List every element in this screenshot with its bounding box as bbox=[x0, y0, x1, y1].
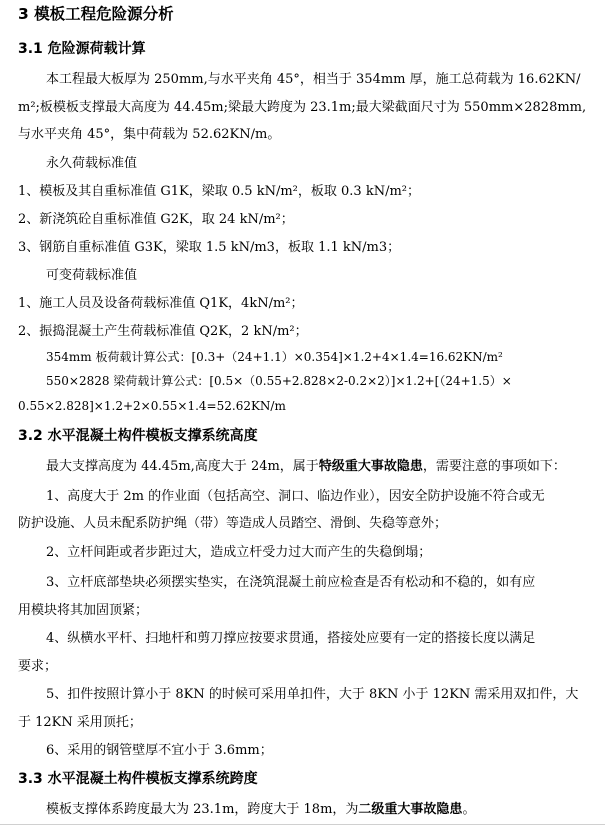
para-3-2-intro bbox=[46, 459, 566, 475]
permanent-load-item-3: 3、钢筋自重标准值 G3K，梁取 1.5 kN/m3，板取 1.1 kN/m3； bbox=[18, 240, 401, 255]
para-3-3 bbox=[46, 802, 475, 818]
formula-slab: 354mm 板荷载计算公式：[0.3+（24+1.1）×0.354]×1.2+4×1.4=16.62KN/m² bbox=[46, 350, 503, 364]
heading-3-1: 3.1 危险源荷载计算 bbox=[18, 41, 146, 57]
item-5-line2: 于 12KN 采用顶托； bbox=[18, 715, 142, 730]
item-5-line1: 5、扣件按照计算小于 8KN 的时候可采用单扣件，大于 8KN 小于 12KN 需采用双扣件，大 bbox=[46, 687, 579, 702]
second-level-hazard-emphasis: 二级重大事故隐患 bbox=[358, 802, 463, 817]
variable-load-item-1: 1、施工人员及设备荷载标准值 Q1K，4kN/m²； bbox=[18, 296, 304, 311]
item-6: 6、采用的钢管壁厚不宜小于 3.6mm； bbox=[46, 743, 273, 758]
item-4-line1: 4、纵横水平杆、扫地杆和剪刀撑应按要求贯通，搭接处应要有一定的搭接长度以满足 bbox=[46, 631, 536, 646]
para-3-1-line1: 本工程最大板厚为 250mm,与水平夹角 45°，相当于 354mm 厚，施工总荷载为 16.62KN/ bbox=[46, 72, 581, 87]
heading-3-3: 3.3 水平混凝土构件模板支撑系统跨度 bbox=[18, 771, 258, 787]
item-4-line2: 要求； bbox=[18, 659, 58, 674]
section-title: 3 模板工程危险源分析 bbox=[18, 5, 174, 23]
page-bottom-divider bbox=[0, 824, 605, 825]
heading-3-2: 3.2 水平混凝土构件模板支撑系统高度 bbox=[18, 428, 258, 444]
formula-beam-line1: 550×2828 梁荷载计算公式：[0.5×（0.55+2.828×2-0.2×2）]×1.2+[（24+1.5）× bbox=[46, 374, 512, 388]
item-3-line1: 3、立杆底部垫块必须摆实垫实，在浇筑混凝土前应检查是否有松动和不稳的，如有应 bbox=[46, 575, 536, 590]
formula-beam-line2: 0.55×2.828]×1.2+2×0.55×1.4=52.62KN/m bbox=[18, 399, 286, 413]
para-3-3-text: 模板支撑体系跨度最大为 23.1m，跨度大于 18m，为 bbox=[46, 802, 359, 817]
para-3-1-line3: 与水平夹角 45°，集中荷载为 52.62KN/m。 bbox=[18, 127, 281, 142]
para-3-2-intro-tail: ，需要注意的事项如下： bbox=[422, 459, 566, 474]
permanent-load-item-1: 1、模板及其自重标准值 G1K，梁取 0.5 kN/m²，板取 0.3 kN/m²； bbox=[18, 184, 420, 199]
para-3-1-line2: m²;板模板支撑最大高度为 44.45m;梁最大跨度为 23.1m;最大梁截面尺寸为 550mm×2828mm, bbox=[18, 100, 587, 115]
item-1-line2: 防护设施、人员未配系防护绳（带）等造成人员踏空、滑倒、失稳等意外； bbox=[18, 516, 448, 531]
item-2: 2、立杆间距或者步距过大，造成立杆受力过大而产生的失稳倒塌； bbox=[46, 545, 432, 560]
permanent-load-item-2: 2、新浇筑砼自重标准值 G2K，取 24 kN/m²； bbox=[18, 212, 294, 227]
variable-load-title: 可变荷载标准值 bbox=[46, 268, 138, 283]
item-1-line1: 1、高度大于 2m 的作业面（包括高空、洞口、临边作业），因安全防护设施不符合或无 bbox=[46, 489, 545, 504]
item-3-line2: 用模块将其加固顶紧； bbox=[18, 603, 149, 618]
special-hazard-emphasis: 特级重大事故隐患 bbox=[318, 459, 423, 474]
para-3-2-intro-text: 最大支撑高度为 44.45m,高度大于 24m，属于 bbox=[46, 459, 319, 474]
permanent-load-title: 永久荷载标准值 bbox=[46, 156, 138, 171]
variable-load-item-2: 2、振捣混凝土产生荷载标准值 Q2K，2 kN/m²； bbox=[18, 324, 308, 339]
para-3-3-tail: 。 bbox=[462, 802, 476, 817]
